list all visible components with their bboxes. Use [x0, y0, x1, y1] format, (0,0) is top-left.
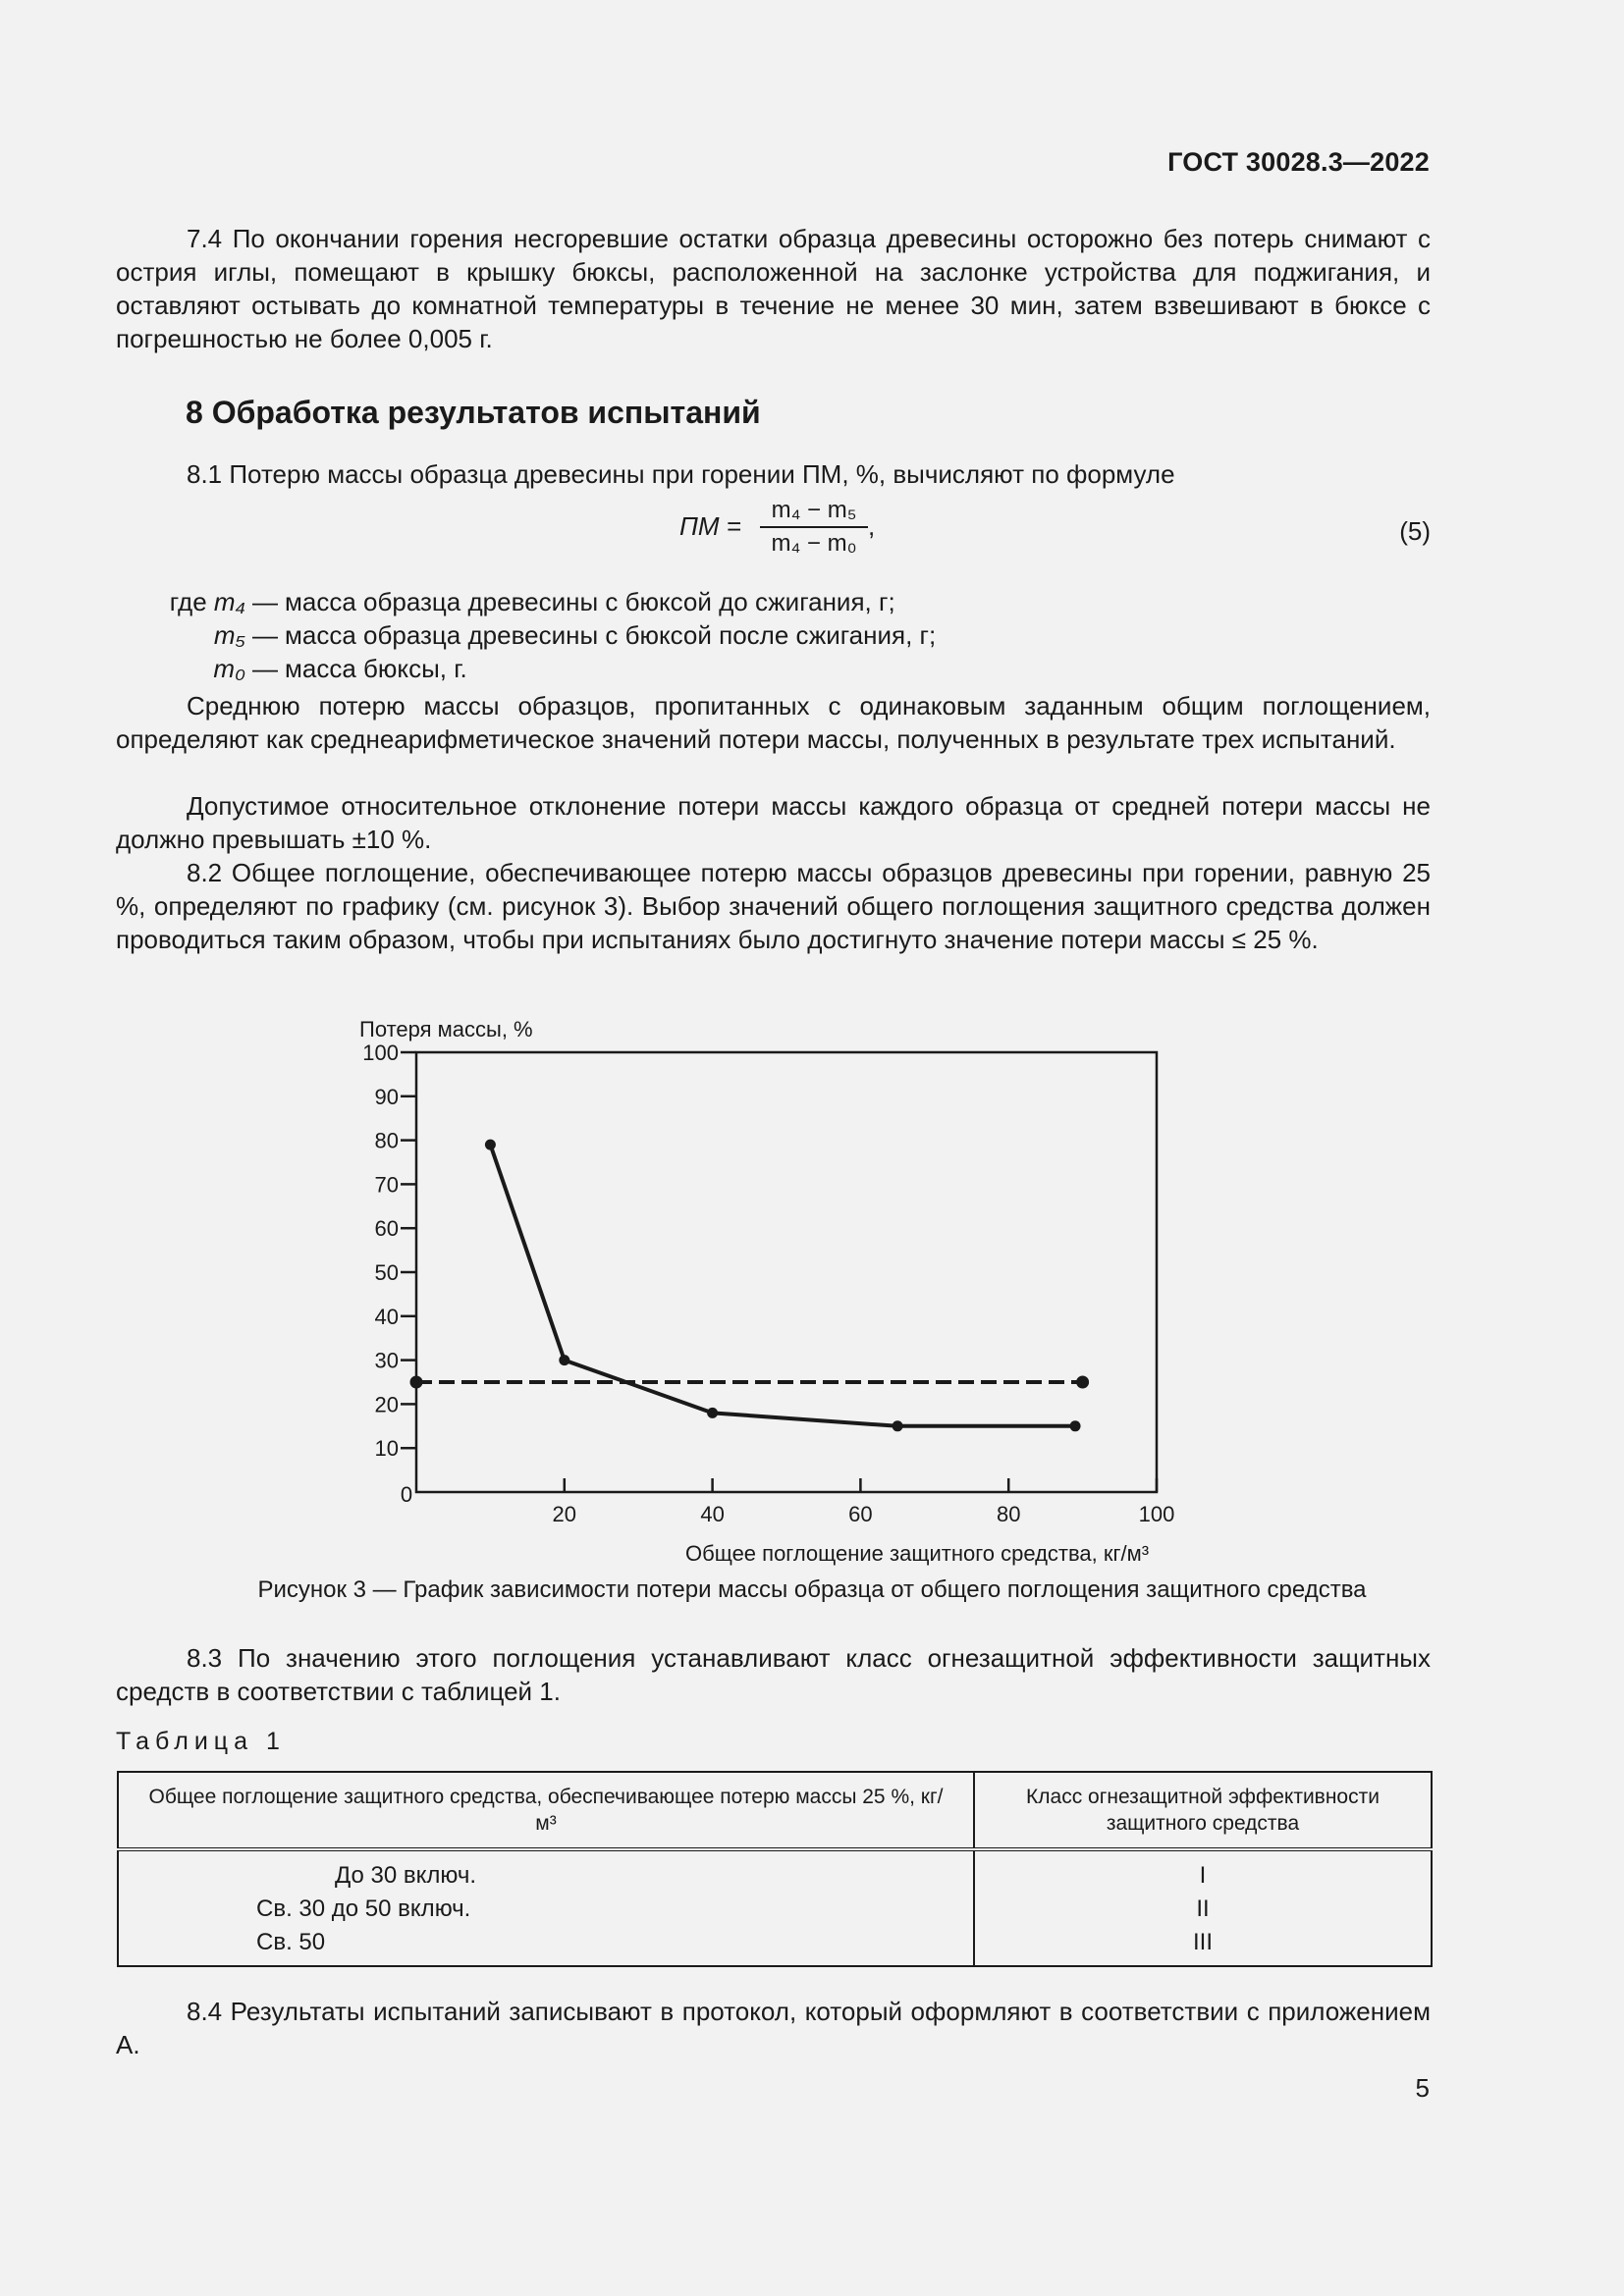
- data-point: [485, 1140, 496, 1150]
- paragraph-8-2: 8.2 Общее поглощение, обеспечивающее потерю массы образцов древесины при горении, равную 25 %, определяют по графику (см. рисунок 3). Выбор значений общего поглощения защитного средства должен проводиться таким образом, чтобы при испытаниях было достигнуто значение потери массы ≤ 25 %.: [116, 858, 1431, 954]
- table-cell: Св. 50: [118, 1926, 974, 1966]
- paragraph-8-4: 8.4 Результаты испытаний записывают в протокол, который оформляют в соответствии с приложением А.: [116, 1997, 1431, 2059]
- document-code: ГОСТ 30028.3—2022: [1167, 147, 1430, 177]
- where-dash: —: [252, 620, 278, 650]
- data-point: [1070, 1420, 1081, 1431]
- table-cell: II: [1196, 1896, 1210, 1922]
- y-tick-label: 80: [374, 1128, 399, 1153]
- y-tick-label: 30: [374, 1348, 399, 1373]
- where-text: масса образца древесины с бюксой до сжигания, г;: [285, 587, 895, 616]
- paragraph-7-4: 7.4 По окончании горения несгоревшие остатки образца древесины осторожно без потерь снимают с острия иглы, помещают в крышку бюксы, расположенной на заслонке устройства для поджигания, и оставляют остывать до комнатной температуры в течение не менее 30 мин, затем взвешивают в бюксе с погрешностью не более 0,005 г.: [116, 224, 1431, 353]
- table-title: Таблица 1: [116, 1728, 286, 1755]
- x-axis-label: Общее поглощение защитного средства, кг/м³: [685, 1541, 1150, 1566]
- table-header-cell: Общее поглощение защитного средства, обеспечивающее потерю массы 25 %, кг/м³: [118, 1772, 974, 1849]
- table-cell: Св. 30 до 50 включ.: [118, 1893, 974, 1926]
- y-tick-label: 60: [374, 1216, 399, 1242]
- paragraph-average: Среднюю потерю массы образцов, пропитанных с одинаковым заданным общим поглощением, определяют как среднеарифметическое значений потери массы, полученных в результате трех испытаний.: [116, 691, 1431, 754]
- paragraph-8-1: 8.1 Потерю массы образца древесины при горении ПМ, %, вычисляют по формуле: [187, 459, 1175, 489]
- table-1: [117, 1771, 1433, 1967]
- table-cell: До 30 включ.: [118, 1849, 974, 1893]
- x-tick-label: 60: [848, 1502, 873, 1526]
- table-cell: I: [1199, 1862, 1207, 1889]
- table-row: [118, 1849, 1432, 1893]
- y-tick-label: 90: [374, 1084, 399, 1109]
- where-text: масса образца древесины с бюксой после сжигания, г;: [285, 620, 937, 650]
- paragraph-8-3: 8.3 По значению этого поглощения устанавливают класс огнезащитной эффективности защитных средств в соответствии с таблицей 1.: [116, 1643, 1431, 1706]
- paragraph-deviation: Допустимое относительное отклонение потери массы каждого образца от средней потери массы не должно превышать ±10 %.: [116, 791, 1431, 854]
- where-text: масса бюксы, г.: [285, 654, 467, 683]
- section-title: 8 Обработка результатов испытаний: [186, 395, 761, 430]
- x-tick-label: 40: [700, 1502, 725, 1526]
- data-point: [1076, 1376, 1089, 1389]
- data-point: [410, 1376, 423, 1389]
- data-point: [707, 1408, 718, 1418]
- page-number: 5: [1415, 2073, 1430, 2103]
- formula-comma: ,: [868, 511, 876, 541]
- equation-number: (5): [1399, 516, 1431, 546]
- x-tick-label: 80: [996, 1502, 1021, 1526]
- y-tick-label: 70: [374, 1172, 399, 1198]
- where-symbol: где m₄: [169, 587, 245, 616]
- data-point: [893, 1420, 903, 1431]
- y-tick-label: 100: [362, 1041, 399, 1065]
- y-tick-label: 50: [374, 1260, 399, 1285]
- fraction-bar: [760, 526, 868, 528]
- loss-chart: [0, 1001, 1624, 1571]
- formula-denominator: m₄ − m₀: [771, 530, 857, 557]
- table-cell: III: [1192, 1929, 1213, 1955]
- table-row: [118, 1926, 1432, 1966]
- where-dash: —: [252, 654, 278, 683]
- formula-fraction: [760, 497, 868, 558]
- y-tick-label: 20: [374, 1392, 399, 1417]
- origin-label: 0: [400, 1482, 413, 1507]
- x-tick-label: 100: [1138, 1502, 1175, 1526]
- y-tick-label: 40: [374, 1304, 399, 1329]
- where-item: [116, 652, 467, 685]
- x-tick-label: 20: [552, 1502, 577, 1526]
- where-symbol: m₅: [213, 620, 245, 650]
- formula-lhs: ПМ =: [679, 511, 741, 541]
- where-symbol: m₀: [213, 654, 245, 683]
- where-item: [116, 618, 936, 652]
- figure-caption: Рисунок 3 — График зависимости потери массы образца от общего поглощения защитного средства: [257, 1576, 1367, 1603]
- data-point: [559, 1355, 569, 1365]
- y-axis-label: Потеря массы, %: [359, 1017, 533, 1041]
- table-row: [118, 1893, 1432, 1926]
- formula-numerator: m₄ − m₅: [771, 497, 857, 523]
- y-tick-label: 10: [374, 1436, 399, 1462]
- where-dash: —: [252, 587, 278, 616]
- where-item: [116, 585, 895, 618]
- table-header-row: [118, 1772, 1432, 1849]
- table-header-cell: Класс огнезащитной эффективности защитного средства: [974, 1772, 1432, 1849]
